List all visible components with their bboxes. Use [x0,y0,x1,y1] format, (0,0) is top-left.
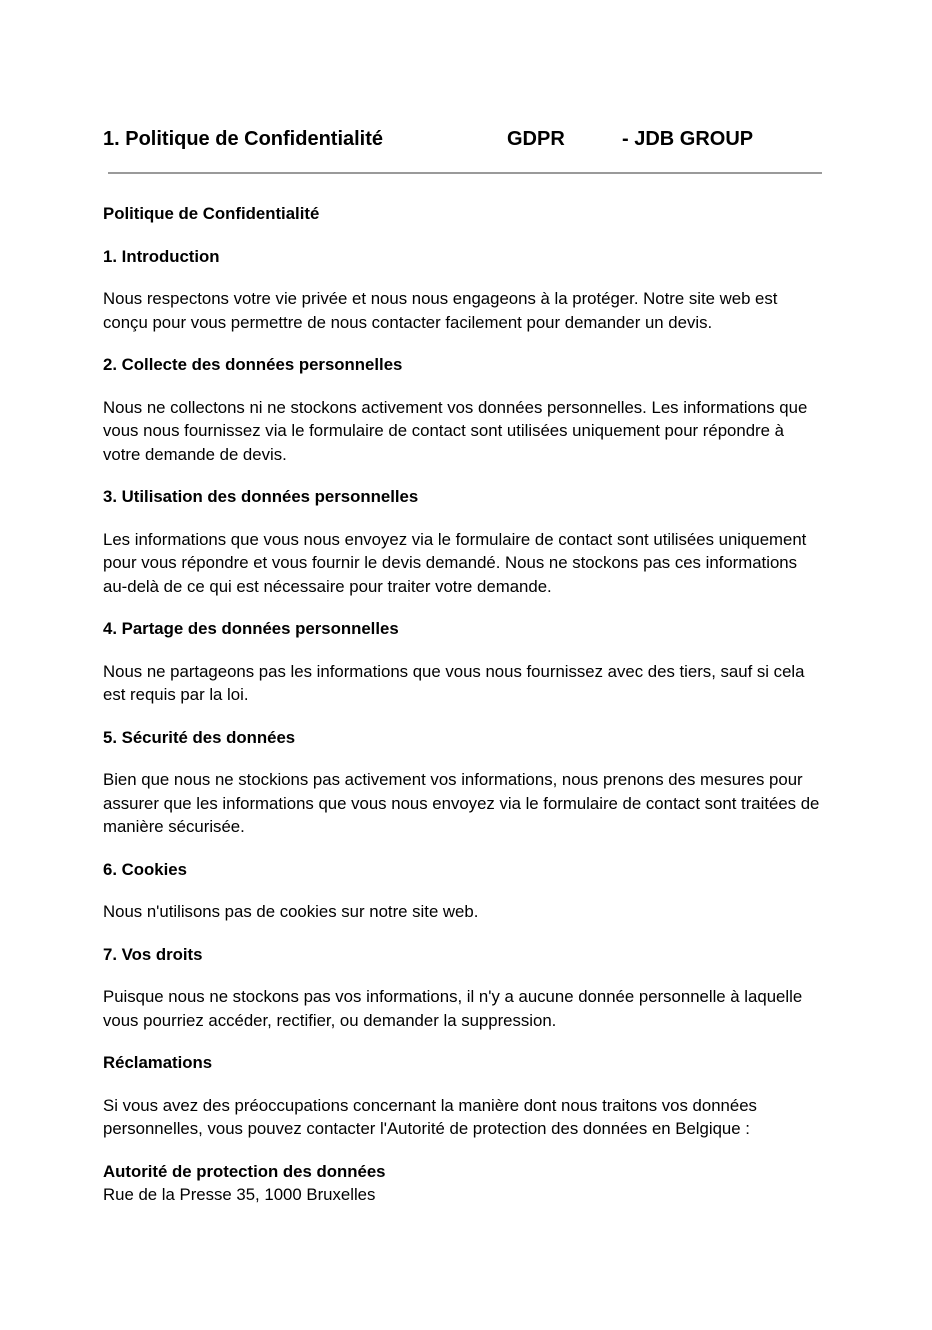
section-body-securite: Bien que nous ne stockions pas activement vos informations, nous prenons des mesures pour assurer que les informations que vous nous envoyez via le formulaire de contact sont traitées de manière sécurisée. [103,770,820,836]
section-body-reclamations: Si vous avez des préoccupations concernant la manière dont nous traitons vos données personnelles, vous pouvez contacter l'Autorité de protection des données en Belgique : [103,1095,757,1138]
section-body-utilisation: Les informations que vous nous envoyez via le formulaire de contact sont utilisées uniquement pour vous répondre et vous fournir le devis demandé. Nous ne stockons pas ces informations au-delà de ce qui est nécessaire pour traiter votre demande. [103,529,807,596]
section-body-introduction: Nous respectons votre vie privée et nous nous engageons à la protéger. Notre site web est conçu pour vous permettre de nous contacter facilement pour demander un devis. [103,289,778,332]
section-heading-introduction: 1. Introduction [103,246,220,266]
document-header [103,128,823,156]
authority-address: Rue de la Presse 35, 1000 Bruxelles [103,1185,376,1204]
section-heading-utilisation: 3. Utilisation des données personnelles [103,487,419,506]
section-body-cookies: Nous n'utilisons pas de cookies sur notre site web. [103,902,479,921]
header-divider [108,172,822,174]
section-body-partage: Nous ne partageons pas les informations que vous nous fournissez avec des tiers, sauf si cela est requis par la loi. [103,661,805,704]
section-heading-cookies: 6. Cookies [103,859,187,879]
document-title: 1. Politique de Confidentialité [103,128,384,150]
section-heading-collecte: 2. Collecte des données personnelles [103,355,403,374]
authority-address-block [103,1160,823,1207]
section-body-collecte: Nous ne collectons ni ne stockons activement vos données personnelles. Les informations que vous nous fournissez via le formulaire de contact sont utilisées uniquement pour répondre à votre demande de devis. [103,397,808,464]
section-heading-reclamations: Réclamations [103,1053,213,1072]
document-body [103,202,823,1207]
section-heading-droits: 7. Vos droits [103,944,203,964]
section-body-droits: Puisque nous ne stockons pas vos informations, il n'y a aucune donnée personnelle à laquelle vous pourriez accéder, rectifier, ou demander la suppression. [103,987,803,1030]
document-tag: GDPR [507,128,565,150]
authority-name: Autorité de protection des données [103,1161,386,1181]
main-heading: Politique de Confidentialité [103,204,320,223]
company-name: - JDB GROUP [622,128,754,150]
section-heading-securite: 5. Sécurité des données [103,727,296,747]
section-heading-partage: 4. Partage des données personnelles [103,619,399,638]
